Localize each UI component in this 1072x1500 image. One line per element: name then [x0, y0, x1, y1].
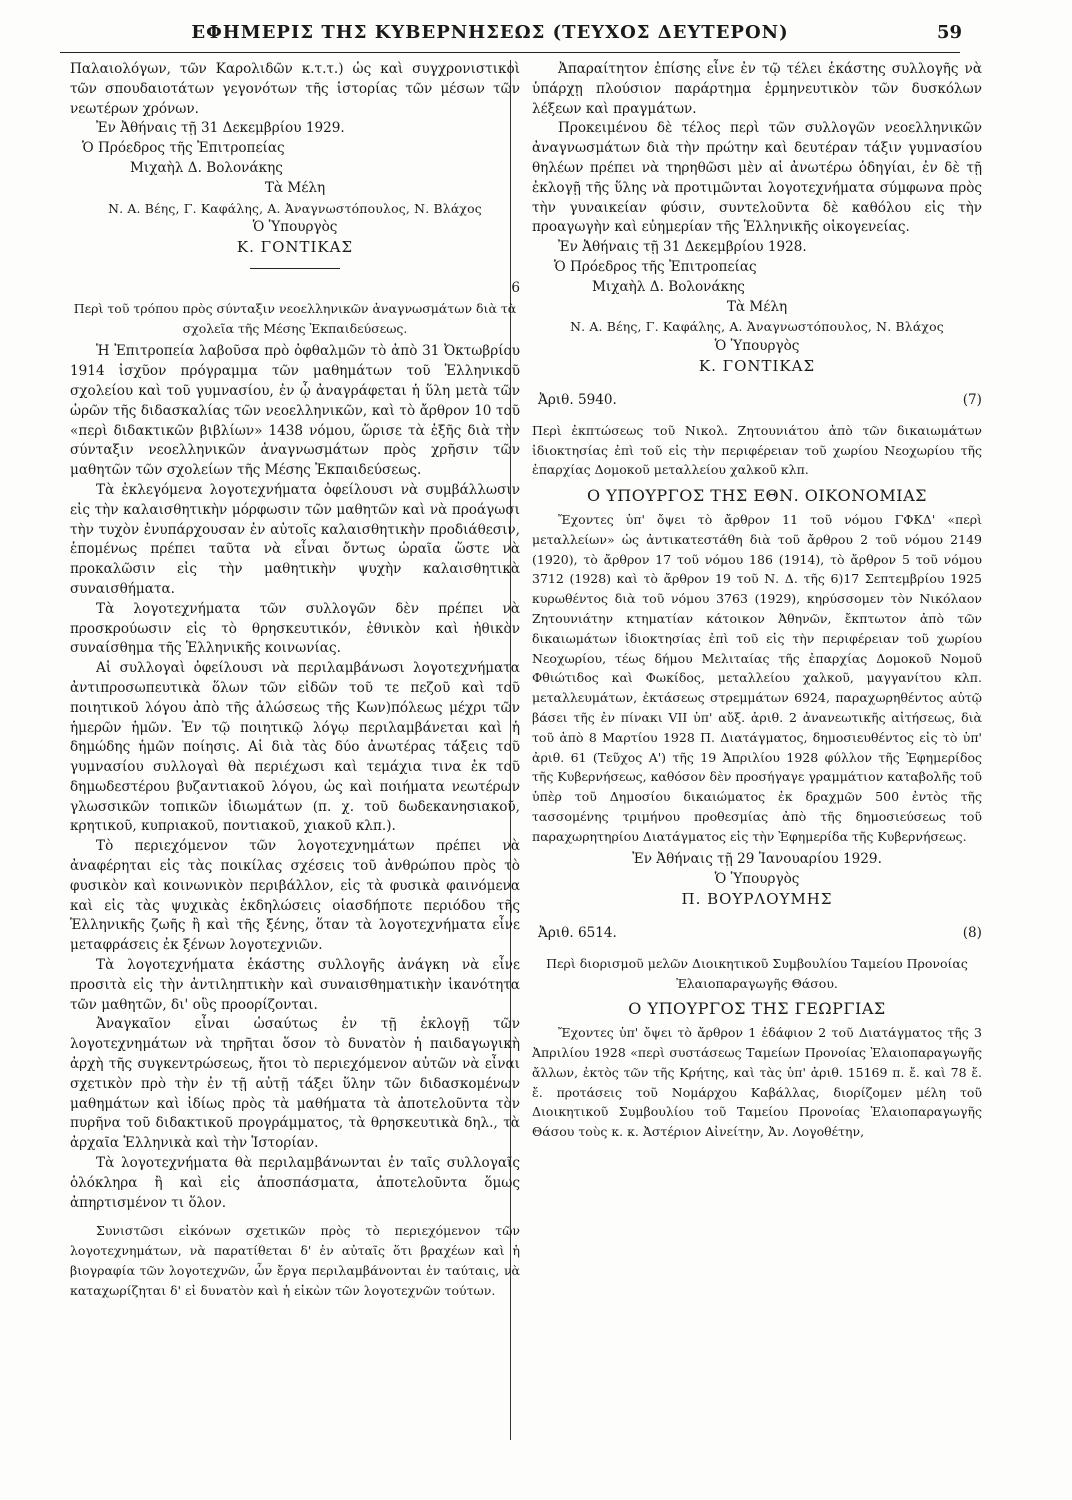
page-number: 59	[936, 22, 962, 43]
body-paragraph: Τὰ λογοτεχνήματα θὰ περιλαμβάνωνται ἐν ταῖς συλλογαῖς ὁλόκληρα ἢ καὶ εἰς ἀποσπάσματα, ἀποτελοῦντα ὅμως ἀπηρτισμένον τι ὅλον.	[70, 1155, 520, 1211]
body-paragraph: Ἡ Ἐπιτροπεία λαβοῦσα πρὸ ὀφθαλμῶν τὸ ἀπὸ 31 Ὀκτωβρίου 1914 ἰσχῦον πρόγραμμα τῶν μαθημάτων τοῦ Ἑλληνικοῦ σχολείου καὶ τοῦ γυμνασίου, ἐν ᾧ ἀναγράφεται ἡ ὕλη μετὰ τῶν ὡρῶν τῆς διδασκαλίας τῶν νεοελληνικῶν, καὶ τὸ ἄρθρον 10 τοῦ «περὶ διδακτικῶν βιβλίων» 1438 νόμου, ὥρισε τὰ ἑξῆς διὰ τὴν σύνταξιν νεοελληνικῶν ἀναγνωσμάτων πρὸς χρῆσιν τῶν μαθητῶν τῶν σχολείων τῆς Μέσης Ἐκπαιδεύσεως.	[70, 343, 520, 479]
members-title: Τὰ Μέλη	[264, 179, 326, 196]
body-paragraph: Τὰ ἐκλεγόμενα λογοτεχνήματα ὀφείλουσι νὰ συμβάλλωσιν εἰς τὴν καλαισθητικὴν μόρφωσιν τῶν μαθητῶν καὶ νὰ προάγωσι τὴν τυχὸν ἐνυπάρχουσαν ἐν αὐτοῖς καλαισθητικὴν προδιάθεσιν, ἑπομένως πρέπει ταῦτα νὰ εἶναι ὄντως ὡραῖα ὥστε νὰ προκαλῶσιν εἰς τὴν μαθητικὴν ψυχὴν καλαισθητικὰ συναισθήματα.	[70, 481, 520, 597]
decision-heading: Ο ΥΠΟΥΡΓΟΣ ΤΗΣ ΕΘΝ. ΟΙΚΟΝΟΜΙΑΣ	[587, 486, 927, 506]
section-separator	[250, 268, 340, 269]
decision-reference-7	[532, 391, 982, 413]
body-paragraph: Τὰ λογοτεχνήματα τῶν συλλογῶν δὲν πρέπει νὰ προσκρούωσιν εἰς τὸ θρησκευτικόν, ἐθνικὸν καὶ ἠθικὸν συναίσθημα τῆς Ἑλληνικῆς κοινωνίας.	[70, 600, 520, 657]
left-column	[70, 60, 520, 1301]
decision-heading: Ο ΥΠΟΥΡΓΟΣ ΤΗΣ ΓΕΩΡΓΙΑΣ	[628, 999, 886, 1019]
minister-title: Ὁ Ὑπουργὸς	[714, 338, 800, 355]
header-rule	[60, 52, 960, 53]
minister-title: Ὁ Ὑπουργὸς	[714, 871, 800, 888]
minister-name: Κ. ΓΟΝΤΙΚΑΣ	[698, 356, 816, 375]
signature-date: Ἐν Ἀθήναις τῇ 31 Δεκεμβρίου 1929.	[96, 120, 345, 137]
president-name: Μιχαὴλ Δ. Βολονάκης	[130, 159, 283, 176]
decision-date: Ἐν Ἀθήναις τῇ 29 Ἰανουαρίου 1929.	[632, 851, 882, 868]
intro-paragraph: Παλαιολόγων, τῶν Καρολιδῶν κ.τ.τ.) ὡς καὶ συγχρονιστικοὶ τῶν σπουδαιοτάτων γεγονότων τῆς ἱστορίας τῶν μέσων τῶν νεωτέρων χρόνων.	[70, 61, 520, 117]
body-paragraph: Συνιστῶσι εἰκόνων σχετικῶν πρὸς τὸ περιεχόμενον τῶν λογοτεχνημάτων, νὰ παρατίθεται δ' ἐν αὐταῖς ὅτι βραχέων καὶ ἡ βιογραφία τῶν λογοτεχνῶν, ὧν ἔργα περιλαμβάνονται ἐν ταύταις, νὰ καταχωρίζηται δ' εἰ δυνατὸν καὶ ἡ εἰκὼν τῶν λογοτεχνῶν τούτων.	[70, 1223, 520, 1298]
decision-title: Περὶ ἐκπτώσεως τοῦ Νικολ. Ζητουνιάτου ἀπὸ τῶν δικαιωμάτων ἰδιοκτησίας ἐπὶ τοῦ εἰς τὴν περιφέρειαν τοῦ χωρίου Νεοχωρίου τῆς ἐπαρχίας Δομοκοῦ μεταλλείου χαλκοῦ κλπ.	[532, 422, 982, 478]
body-paragraph: Ἀναγκαῖον εἶναι ὡσαύτως ἐν τῇ ἐκλογῇ τῶν λογοτεχνημάτων νὰ τηρῆται ὅσον τὸ δυνατὸν ἡ παιδαγωγικὴ ἀρχὴ τῆς συγκεντρώσεως, ἤτοι τὸ περιεχόμενον αὐτῶν νὰ εἶναι σχετικὸν πρὸ τὴν ἐν τῇ αὐτῇ τάξει ὕλην τῶν διδασκομένων μαθημάτων καὶ ἰδίως πρὸς τὰ μαθήματα τὰ ἀποτελοῦντα τὸν πυρῆνα τοῦ διδακτικοῦ προγράμματος, τὰ θρησκευτικὰ δηλ., τὰ ἀρχαῖα Ἑλληνικὰ καὶ τὴν Ἱστορίαν.	[70, 1016, 520, 1152]
president-title: Ὁ Πρόεδρος τῆς Ἐπιτροπείας	[554, 258, 757, 275]
section-title: Περὶ τοῦ τρόπου πρὸς σύνταξιν νεοελληνικῶν ἀναγνωσμάτων διὰ τὰ σχολεῖα τῆς Μέσης Ἐκπαιδεύσεως.	[73, 300, 517, 336]
body-paragraph: Ἀπαραίτητον ἐπίσης εἶνε ἐν τῷ τέλει ἑκάστης συλλογῆς νὰ ὑπάρχῃ πλούσιον παράρτημα ἑρμηνευτικὸν τῶν δυσκόλων λέξεων καὶ πραγμάτων.	[532, 61, 982, 117]
members-names: Ν. Α. Βέης, Γ. Καφάλης, Α. Ἀναγνωστόπουλος, Ν. Βλάχος	[108, 200, 482, 216]
decision-reference-8	[532, 924, 982, 946]
gazette-title: ΕΦΗΜΕΡΙΣ ΤΗΣ ΚΥΒΕΡΝΗΣΕΩΣ (ΤΕΥΧΟΣ ΔΕΥΤΕΡΟΝ)	[191, 22, 789, 43]
section-number: (8)	[962, 924, 982, 941]
page-header	[0, 22, 1072, 52]
body-paragraph: Προκειμένου δὲ τέλος περὶ τῶν συλλογῶν νεοελληνικῶν ἀναγνωσμάτων διὰ τὴν πρώτην καὶ δευτέραν τάξιν γυμνασίου θηλέων πρέπει νὰ τηρηθῶσι μὲν αἱ ἀνωτέρω ὁδηγίαι, ἐν δὲ τῇ ἐκλογῇ τῆς ὕλης νὰ προτιμῶνται λογοτεχνήματα σύμφωνα πρὸς τὴν γυναικείαν φύσιν, συντελοῦντα δὲ καθόλου εἰς τὴν προαγωγὴν καὶ εὐημερίαν τῆς Ἑλληνικῆς οἰκογενείας.	[532, 120, 982, 236]
body-paragraph: Τὰ λογοτεχνήματα ἑκάστης συλλογῆς ἀνάγκη νὰ εἶνε προσιτὰ εἰς τὴν ἀντιληπτικὴν καὶ συναισθηματικὴν ἱκανότητα τῶν μαθητῶν, δι' οὓς προορίζονται.	[70, 957, 520, 1013]
body-paragraph: Αἱ συλλογαὶ ὀφείλουσι νὰ περιλαμβάνωσι λογοτεχνήματα ἀντιπροσωπευτικὰ ὅλων τῶν εἰδῶν τοῦ τε πεζοῦ καὶ τοῦ ποιητικοῦ λόγου ἀπὸ τῆς ἁλώσεως τῆς Κων)πόλεως μέχρι τῶν ἡμερῶν ἡμῶν. Ἐν τῷ ποιητικῷ λόγῳ περιλαμβάνεται καὶ ἡ δημώδης ἡμῶν ποίησις. Αἱ διὰ τὰς δύο ἀνωτέρας τάξεις τοῦ γυμνασίου συλλογαὶ θὰ περιέχωσι καὶ τεμάχια τινα ἐκ τοῦ δημωδεστέρου βυζαντιακοῦ λόγου, ὡς καὶ ποιήματα νεωτέρων γλωσσικῶν τοπικῶν ἰδιωμάτων (π. χ. τοῦ δωδεκανησιακοῦ, κρητικοῦ, κυπριακοῦ, ποντιακοῦ, χιακοῦ κλπ.).	[70, 660, 520, 835]
decision-number: Ἀριθ. 6514.	[538, 924, 617, 941]
signature-date: Ἐν Ἀθήναις τῇ 31 Δεκεμβρίου 1928.	[558, 239, 807, 256]
minister-title: Ὁ Ὑπουργὸς	[252, 219, 338, 236]
members-title: Τὰ Μέλη	[726, 298, 788, 315]
section-number: 6	[511, 279, 520, 296]
decision-number: Ἀριθ. 5940.	[538, 391, 617, 408]
minister-name: Κ. ΓΟΝΤΙΚΑΣ	[236, 238, 354, 257]
president-name: Μιχαὴλ Δ. Βολονάκης	[592, 278, 745, 295]
right-column	[532, 60, 982, 1142]
decision-body: Ἔχοντες ὑπ' ὄψει τὸ ἄρθρον 1 ἐδάφιον 2 τοῦ Διατάγματος τῆς 3 Ἀπριλίου 1928 «περὶ συστάσεως Ταμείων Προνοίας Ἐλαιοπαραγωγῆς ἄλλων, ἐκτὸς τῶν τῆς Κρήτης, καὶ τὰς ὑπ' ἀριθ. 15169 π. ἔ. καὶ 78 ἔ. ἔ. προτάσεις τοῦ Νομάρχου Καβάλλας, διορίζομεν μέλη τοῦ Διοικητικοῦ Συμβουλίου τοῦ Ταμείου Προνοίας Ἐλαιοπαραγωγῆς Θάσου τοὺς κ. κ. Ἀστέριον Αἰνείτην, Ἀν. Λογοθέτην,	[532, 1025, 982, 1140]
decision-title: Περὶ διορισμοῦ μελῶν Διοικητικοῦ Συμβουλίου Ταμείου Προνοίας Ἐλαιοπαραγωγῆς Θάσου.	[546, 955, 968, 991]
president-title: Ὁ Πρόεδρος τῆς Ἐπιτροπείας	[82, 140, 285, 157]
members-names: Ν. Α. Βέης, Γ. Καφάλης, Α. Ἀναγνωστόπουλος, Ν. Βλάχος	[570, 319, 944, 335]
section-number: (7)	[962, 391, 982, 408]
body-paragraph: Τὸ περιεχόμενον τῶν λογοτεχνημάτων πρέπει νὰ ἀναφέρηται εἰς τὰς ποικίλας σχέσεις τοῦ ἀνθρώπου πρὸς τὸ φυσικὸν καὶ κοινωνικὸν περιβάλλον, εἰς τὰ φυσικὰ φαινόμενα καὶ εἰς τὰς ψυχικὰς ἐκδηλώσεις οἱασδήποτε περιόδου τῆς Ἑλληνικῆς ζωῆς ἢ καὶ τῆς ξένης, ὅταν τὰ λογοτεχνήματα εἶνε μεταφράσεις ἐκ ξένων λογοτεχνιῶν.	[70, 838, 520, 954]
minister-name: Π. ΒΟΥΡΛΟΥΜΗΣ	[681, 890, 833, 909]
decision-body: Ἔχοντες ὑπ' ὄψει τὸ ἄρθρον 11 τοῦ νόμου ΓΦΚΔ' «περὶ μεταλλείων» ὡς ἀντικατεστάθη διὰ τοῦ ἄρθρου 2 τοῦ νόμου 2149 (1920), τὸ ἄρθρον 17 τοῦ νόμου 186 (1914), τὸ ἄρθρον 5 τοῦ νόμου 3712 (1928) καὶ τὸ ἄρθρον 19 τοῦ Ν. Δ. τῆς 6)17 Σεπτεμβρίου 1925 κυρωθέντος διὰ τοῦ νόμου 3763 (1929), κηρύσσομεν τὸν Νικόλαον Ζητουνιάτην κτηματίαν κάτοικον Ἀθηνῶν, ἔκπτωτον ἀπὸ τῶν δικαιωμάτων ἰδιοκτησίας ἐπὶ τοῦ εἰς τὴν περιφέρειαν τοῦ χωρίου Νεοχωρίου, τέως δήμου Μελιταίας τῆς ἐπαρχίας Δομοκοῦ Νομοῦ Φθιώτιδος καὶ Φωκίδος, μεταλλείου χαλκοῦ, μαγγανίτου κλπ. μεταλλευμάτων, ἐκτάσεως στρεμμάτων 6924, παραχωρηθέντος αὐτῷ βάσει τῆς ἐν πίνακι VII ὑπ' αὔξ. ἀριθ. 2 ἀνανεωτικῆς αἰτήσεως, διὰ τοῦ ἀπὸ 8 Μαρτίου 1928 Π. Διατάγματος, δημοσιευθέντος εἰς τὸ ὑπ' ἀριθ. 61 (Τεῦχος Α') τῆς 19 Ἀπριλίου 1928 φύλλον τῆς Ἐφημερίδος τῆς Κυβερνήσεως, καθόσον δὲν προσήγαγε γραμμάτιον καταβολῆς τοῦ ὑπὲρ τοῦ Δημοσίου δικαιώματος ἐκ δραχμῶν 500 ἐντὸς τῆς τασσομένης τριμήνου προθεσμίας ἀπὸ τῆς δημοσιεύσεως τοῦ παραχωρητηρίου Διατάγματος εἰς τὴν Ἐφημερίδα τῆς Κυβερνήσεως.	[532, 511, 982, 844]
